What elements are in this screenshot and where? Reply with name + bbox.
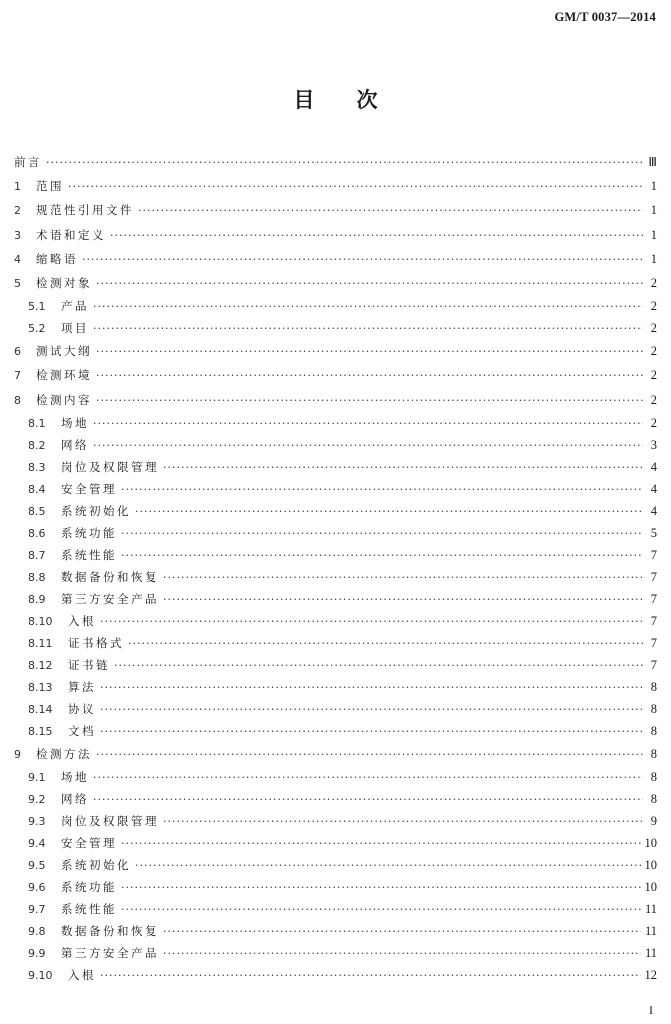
toc-entry[interactable] — [14, 295, 657, 317]
toc-dot-leader — [96, 389, 643, 413]
toc-entry[interactable] — [14, 500, 657, 522]
toc-dot-leader — [96, 340, 643, 364]
toc-entry-page: 1 — [650, 227, 657, 242]
toc-entry[interactable] — [14, 150, 657, 174]
toc-entry-title: 第三方安全产品 — [61, 591, 159, 606]
toc-entry-number: 9 — [14, 747, 21, 761]
toc-entry-title: 术语和定义 — [36, 227, 106, 242]
toc-entry-title: 岗位及权限管理 — [61, 813, 159, 828]
toc-entry[interactable] — [14, 522, 657, 544]
toc-entry-page: 10 — [644, 835, 657, 850]
toc-entry-title: 前言 — [14, 155, 42, 169]
toc-dot-leader — [93, 789, 643, 811]
toc-entry[interactable] — [14, 223, 657, 247]
toc-entry-title: 项目 — [61, 321, 89, 336]
toc-entry-title: 证书链 — [68, 657, 110, 672]
toc-entry-number: 8.3 — [28, 460, 46, 474]
toc-dot-leader — [93, 296, 643, 318]
toc-entry-number: 9.3 — [28, 814, 46, 828]
toc-entry-page: 7 — [650, 657, 657, 672]
toc-entry-title: 文档 — [68, 723, 96, 738]
toc-dot-leader — [68, 175, 643, 199]
toc-entry-number: 5.1 — [28, 300, 46, 314]
toc-entry-title: 检测内容 — [36, 392, 92, 407]
toc-entry-title: 检测对象 — [36, 275, 92, 290]
toc-entry-title: 第三方安全产品 — [61, 945, 159, 960]
toc-entry-number: 8.6 — [28, 526, 46, 540]
toc-entry[interactable] — [14, 676, 657, 698]
toc-dot-leader — [100, 677, 643, 699]
toc-entry-page: 8 — [650, 791, 657, 806]
toc-entry-title: 系统初始化 — [61, 857, 131, 872]
toc-entry[interactable] — [14, 766, 657, 788]
toc-dot-leader — [163, 943, 641, 965]
toc-entry-title: 检测环境 — [36, 368, 92, 383]
toc-dot-leader — [100, 965, 641, 987]
toc-entry-page: 5 — [650, 525, 657, 540]
toc-dot-leader — [138, 199, 643, 223]
toc-dot-leader — [121, 833, 641, 855]
toc-entry-title: 网络 — [61, 791, 89, 806]
toc-entry-number: 9.6 — [28, 880, 46, 894]
toc-entry-title: 系统性能 — [61, 901, 117, 916]
toc-entry-page: 2 — [650, 275, 657, 290]
toc-dot-leader — [135, 501, 643, 523]
toc-entry[interactable] — [14, 478, 657, 500]
toc-entry-title: 产品 — [61, 299, 89, 314]
toc-entry-title: 入根 — [68, 967, 96, 982]
toc-entry-number: 8.9 — [28, 592, 46, 606]
toc-dot-leader — [100, 721, 643, 743]
toc-entry[interactable] — [14, 544, 657, 566]
toc-dot-leader — [96, 743, 643, 767]
toc-entry-page: 12 — [644, 967, 657, 982]
toc-entry[interactable] — [14, 317, 657, 339]
toc-entry-page: 10 — [644, 879, 657, 894]
toc-entry-page: 2 — [650, 415, 657, 430]
toc-dot-leader — [163, 921, 641, 943]
toc-entry-number: 8.4 — [28, 482, 46, 496]
toc-entry-title: 检测方法 — [36, 746, 92, 761]
toc-entry-page: 7 — [650, 569, 657, 584]
toc-dot-leader — [135, 855, 641, 877]
toc-entry-page: 8 — [650, 701, 657, 716]
toc-entry-number: 8 — [14, 393, 21, 407]
toc-entry-page: 2 — [650, 344, 657, 359]
toc-entry[interactable] — [14, 654, 657, 676]
toc-entry-page: 7 — [650, 591, 657, 606]
toc-entry-page: 10 — [644, 857, 657, 872]
toc-entry[interactable] — [14, 832, 657, 854]
toc-entry-page: 8 — [650, 746, 657, 761]
toc-entry-number: 4 — [14, 252, 21, 266]
toc-entry-number: 9.8 — [28, 924, 46, 938]
toc-entry-number: 8.1 — [28, 416, 46, 430]
toc-entry-number: 9.2 — [28, 792, 46, 806]
toc-entry-page: 3 — [650, 437, 657, 452]
toc-entry[interactable] — [14, 588, 657, 610]
toc-entry-title: 测试大纲 — [36, 344, 92, 359]
toc-entry[interactable] — [14, 388, 657, 412]
page-title: 目次 — [293, 88, 420, 112]
toc-entry-title: 系统初始化 — [61, 503, 131, 518]
toc-entry[interactable] — [14, 942, 657, 964]
toc-dot-leader — [110, 224, 643, 248]
toc-entry-number: 2 — [14, 204, 21, 218]
toc-entry-page: 4 — [650, 503, 657, 518]
toc-entry-number: 8.8 — [28, 570, 46, 584]
toc-entry-title: 场地 — [61, 769, 89, 784]
toc-entry-number: 9.10 — [28, 968, 53, 982]
toc-entry-title: 数据备份和恢复 — [61, 569, 159, 584]
toc-entry-page: 2 — [650, 392, 657, 407]
toc-entry-title: 规范性引用文件 — [36, 203, 134, 218]
toc-entry[interactable] — [14, 876, 657, 898]
toc-dot-leader — [114, 655, 643, 677]
toc-entry-title: 系统功能 — [61, 525, 117, 540]
toc-entry-page: 8 — [650, 723, 657, 738]
toc-entry-title: 缩略语 — [36, 251, 78, 266]
toc-dot-leader — [121, 545, 643, 567]
toc-dot-leader — [96, 364, 643, 388]
toc-entry[interactable] — [14, 632, 657, 654]
toc-entry-page: 11 — [644, 923, 657, 938]
toc-entry[interactable] — [14, 854, 657, 876]
toc-entry-number: 7 — [14, 369, 21, 383]
toc-entry-title: 系统功能 — [61, 879, 117, 894]
toc-entry[interactable] — [14, 788, 657, 810]
toc-entry-page: Ⅲ — [648, 155, 657, 169]
toc-entry[interactable] — [14, 247, 657, 271]
toc-entry-number: 8.10 — [28, 614, 53, 628]
toc-entry-page: 8 — [650, 769, 657, 784]
toc-entry-page: 1 — [650, 251, 657, 266]
toc-entry[interactable] — [14, 566, 657, 588]
toc-entry-number: 1 — [14, 180, 21, 194]
toc-entry-page: 8 — [650, 679, 657, 694]
standard-code: GM/T 0037—2014 — [554, 10, 656, 24]
toc-entry[interactable] — [14, 810, 657, 832]
toc-dot-leader — [121, 899, 641, 921]
toc-dot-leader — [100, 699, 643, 721]
toc-dot-leader — [82, 248, 643, 272]
toc-entry-page: 9 — [650, 813, 657, 828]
toc-entry-page: 1 — [650, 203, 657, 218]
toc-entry-page: 4 — [650, 459, 657, 474]
toc-entry[interactable] — [14, 456, 657, 478]
toc-entry-title: 算法 — [68, 679, 96, 694]
toc-entry-number: 9.1 — [28, 770, 46, 784]
toc-entry-page: 1 — [650, 179, 657, 194]
toc-dot-leader — [121, 877, 641, 899]
toc-dot-leader — [163, 811, 643, 833]
toc-entry-title: 安全管理 — [61, 835, 117, 850]
toc-entry-title: 系统性能 — [61, 547, 117, 562]
toc-entry-number: 9.4 — [28, 836, 46, 850]
toc-entry-title: 入根 — [68, 613, 96, 628]
toc-dot-leader — [121, 523, 643, 545]
toc-entry-number: 8.5 — [28, 504, 46, 518]
toc-entry-number: 8.14 — [28, 702, 53, 716]
toc-entry-number: 9.5 — [28, 858, 46, 872]
toc-dot-leader — [100, 611, 643, 633]
toc-entry-number: 8.12 — [28, 658, 53, 672]
toc-entry-title: 范围 — [36, 179, 64, 194]
toc-entry-page: 2 — [650, 321, 657, 336]
toc-dot-leader — [163, 589, 643, 611]
toc-entry[interactable] — [14, 363, 657, 387]
toc-entry-page: 2 — [650, 299, 657, 314]
toc-entry-page: 11 — [644, 945, 657, 960]
toc-entry-page: 2 — [650, 368, 657, 383]
toc-entry[interactable] — [14, 271, 657, 295]
toc-entry[interactable] — [14, 610, 657, 632]
toc-entry-page: 7 — [650, 635, 657, 650]
toc-entry[interactable] — [14, 174, 657, 198]
toc-entry-number: 8.11 — [28, 636, 53, 650]
toc-entry-number: 5 — [14, 276, 21, 290]
toc-entry-number: 8.2 — [28, 438, 46, 452]
toc-entry-number: 8.15 — [28, 724, 53, 738]
toc-entry-title: 安全管理 — [61, 481, 117, 496]
toc-entry-title: 网络 — [61, 437, 89, 452]
toc-entry[interactable] — [14, 920, 657, 942]
toc-entry-number: 8.7 — [28, 548, 46, 562]
toc-entry-title: 证书格式 — [68, 635, 124, 650]
toc-entry[interactable] — [14, 898, 657, 920]
toc-entry-title: 协议 — [68, 701, 96, 716]
page-number: I — [649, 1003, 653, 1017]
toc-entry[interactable] — [14, 720, 657, 742]
toc-entry-number: 8.13 — [28, 680, 53, 694]
toc-entry[interactable] — [14, 198, 657, 222]
toc-entry[interactable] — [14, 412, 657, 434]
toc-entry-title: 数据备份和恢复 — [61, 923, 159, 938]
toc-entry[interactable] — [14, 964, 657, 986]
toc-entry[interactable] — [14, 434, 657, 456]
toc-entry[interactable] — [14, 742, 657, 766]
toc-entry[interactable] — [14, 339, 657, 363]
toc-entry-page: 7 — [650, 547, 657, 562]
toc-entry-number: 6 — [14, 345, 21, 359]
toc-entry-number: 5.2 — [28, 322, 46, 336]
toc-entry[interactable] — [14, 698, 657, 720]
toc-dot-leader — [96, 272, 643, 296]
toc-dot-leader — [163, 457, 643, 479]
toc-entry-page: 4 — [650, 481, 657, 496]
toc-entry-number: 3 — [14, 228, 21, 242]
toc-dot-leader — [46, 151, 643, 175]
toc-entry-number: 9.9 — [28, 946, 46, 960]
toc-entry-title: 岗位及权限管理 — [61, 459, 159, 474]
toc-dot-leader — [93, 318, 643, 340]
toc-entry-page: 7 — [650, 613, 657, 628]
table-of-contents — [14, 150, 657, 986]
toc-dot-leader — [93, 435, 643, 457]
toc-dot-leader — [93, 767, 643, 789]
toc-dot-leader — [163, 567, 643, 589]
toc-entry-title: 场地 — [61, 415, 89, 430]
toc-dot-leader — [93, 413, 643, 435]
toc-dot-leader — [121, 479, 643, 501]
toc-dot-leader — [128, 633, 643, 655]
toc-entry-number: 9.7 — [28, 902, 46, 916]
toc-entry-page: 11 — [644, 901, 657, 916]
